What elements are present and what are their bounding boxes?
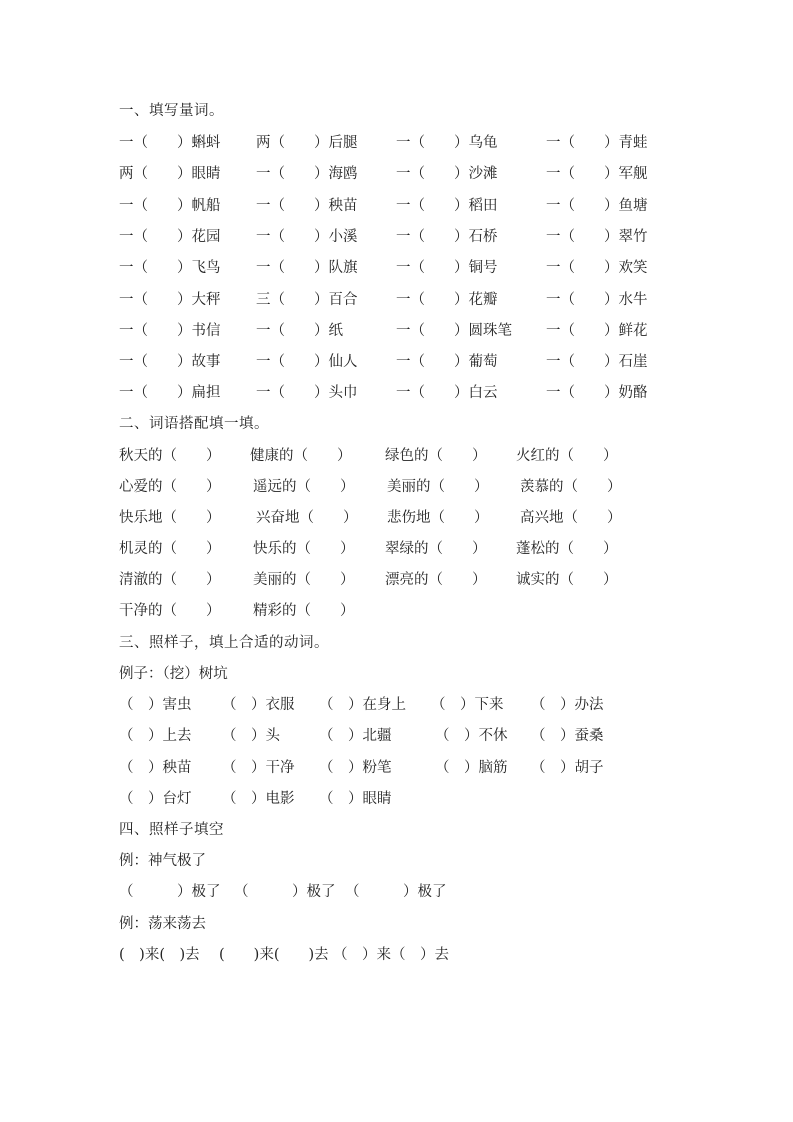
blank-item[interactable]: 一（ ）翠竹 [546,229,648,245]
blank-item[interactable]: 一（ ）奶酪 [546,385,648,401]
blank-item[interactable]: 三（ ）百合 [256,292,358,308]
blank-item[interactable]: （ ）粉笔 [319,760,392,776]
blank-item[interactable]: 一（ ）稻田 [396,198,498,214]
blank-item[interactable]: ( )来( )去 [119,947,200,963]
blank-item[interactable]: 秋天的（ ） [119,448,221,464]
blank-item[interactable]: 一（ ）小溪 [256,229,358,245]
blank-item[interactable]: 漂亮的（ ） [385,572,487,588]
blank-item[interactable]: （ ）不休 [435,728,508,744]
blank-item[interactable]: （ ）来（ ）去 [333,947,449,963]
blank-item[interactable]: 一（ ）乌龟 [396,135,498,151]
blank-item[interactable]: 一（ ）水牛 [546,292,648,308]
blank-item[interactable]: （ ）极了 [345,884,447,900]
blank-item[interactable]: 两（ ）眼睛 [119,166,221,182]
blank-item[interactable]: 翠绿的（ ） [385,541,487,557]
blank-item[interactable]: （ ）上去 [119,728,192,744]
blank-item[interactable]: 一（ ）花瓣 [396,292,498,308]
section-4-example-2: 例：荡来荡去 [119,916,206,932]
blank-item[interactable]: 火红的（ ） [516,448,618,464]
blank-item[interactable]: 一（ ）鱼塘 [546,198,648,214]
section-1-title: 一、填写量词。 [119,103,224,119]
section-4-example-1: 例：神气极了 [119,853,206,869]
blank-item[interactable]: 一（ ）队旗 [256,260,358,276]
blank-item[interactable]: 一（ ）头巾 [256,385,358,401]
blank-item[interactable]: 兴奋地（ ） [256,510,358,526]
blank-item[interactable]: 快乐的（ ） [253,541,355,557]
blank-item[interactable]: 美丽的（ ） [253,572,355,588]
blank-item[interactable]: 快乐地（ ） [119,510,221,526]
blank-item[interactable]: 一（ ）仙人 [256,354,358,370]
blank-item[interactable]: （ ）在身上 [319,697,406,713]
blank-item[interactable]: 悲伤地（ ） [387,510,489,526]
blank-item[interactable]: 一（ ）秧苗 [256,198,358,214]
blank-item[interactable]: （ ）秧苗 [119,760,192,776]
blank-item[interactable]: 美丽的（ ） [387,479,489,495]
blank-item[interactable]: 一（ ）大秤 [119,292,221,308]
blank-item[interactable]: （ ）脑筋 [435,760,508,776]
section-3-title: 三、照样子，填上合适的动词。 [119,635,329,651]
blank-item[interactable]: 一（ ）铜号 [396,260,498,276]
blank-item[interactable]: （ ）北疆 [319,728,392,744]
blank-item[interactable]: 一（ ）鲜花 [546,323,648,339]
blank-item[interactable]: 诚实的（ ） [516,572,618,588]
blank-item[interactable]: 机灵的（ ） [119,541,221,557]
blank-item[interactable]: 一（ ）飞鸟 [119,260,221,276]
blank-item[interactable]: （ ）衣服 [222,697,295,713]
section-4-title: 四、照样子填空 [119,822,224,838]
blank-item[interactable]: （ ）电影 [222,791,295,807]
blank-item[interactable]: （ ）下来 [431,697,504,713]
blank-item[interactable]: 遥远的（ ） [253,479,355,495]
blank-item[interactable]: （ ）干净 [222,760,295,776]
blank-item[interactable]: 一（ ）书信 [119,323,221,339]
blank-item[interactable]: （ ）蚕桑 [531,728,604,744]
blank-item[interactable]: （ ）害虫 [119,697,192,713]
blank-item[interactable]: （ ）胡子 [531,760,604,776]
blank-item[interactable]: （ ）办法 [531,697,604,713]
blank-item[interactable]: 一（ ）石桥 [396,229,498,245]
blank-item[interactable]: （ ）眼睛 [319,791,392,807]
section-2-title: 二、词语搭配填一填。 [119,416,269,432]
blank-item[interactable]: 一（ ）沙滩 [396,166,498,182]
blank-item[interactable]: 一（ ）故事 [119,354,221,370]
blank-item[interactable]: 清澈的（ ） [119,572,221,588]
blank-item[interactable]: （ ）极了 [234,884,336,900]
blank-item[interactable]: 一（ ）蝌蚪 [119,135,221,151]
blank-item[interactable]: 健康的（ ） [250,448,352,464]
blank-item[interactable]: 一（ ）青蛙 [546,135,648,151]
blank-item[interactable]: 绿色的（ ） [385,448,487,464]
blank-item[interactable]: （ ）头 [222,728,280,744]
blank-item[interactable]: 精彩的（ ） [253,603,355,619]
blank-item[interactable]: 高兴地（ ） [520,510,622,526]
blank-item[interactable]: ( )来( )去 [219,947,329,963]
blank-item[interactable]: 一（ ）石崖 [546,354,648,370]
blank-item[interactable]: 两（ ）后腿 [256,135,358,151]
blank-item[interactable]: 一（ ）纸 [256,323,343,339]
blank-item[interactable]: 一（ ）圆珠笔 [396,323,512,339]
blank-item[interactable]: （ ）台灯 [119,791,192,807]
blank-item[interactable]: 一（ ）扁担 [119,385,221,401]
blank-item[interactable]: 一（ ）葡萄 [396,354,498,370]
blank-item[interactable]: 一（ ）花园 [119,229,221,245]
blank-item[interactable]: （ ）极了 [119,884,221,900]
blank-item[interactable]: 一（ ）帆船 [119,198,221,214]
blank-item[interactable]: 一（ ）白云 [396,385,498,401]
blank-item[interactable]: 干净的（ ） [119,603,221,619]
blank-item[interactable]: 心爱的（ ） [119,479,221,495]
blank-item[interactable]: 一（ ）军舰 [546,166,648,182]
blank-item[interactable]: 一（ ）欢笑 [546,260,648,276]
blank-item[interactable]: 蓬松的（ ） [516,541,618,557]
blank-item[interactable]: 羡慕的（ ） [520,479,622,495]
section-3-example: 例子：（挖）树坑 [119,666,228,682]
blank-item[interactable]: 一（ ）海鸥 [256,166,358,182]
